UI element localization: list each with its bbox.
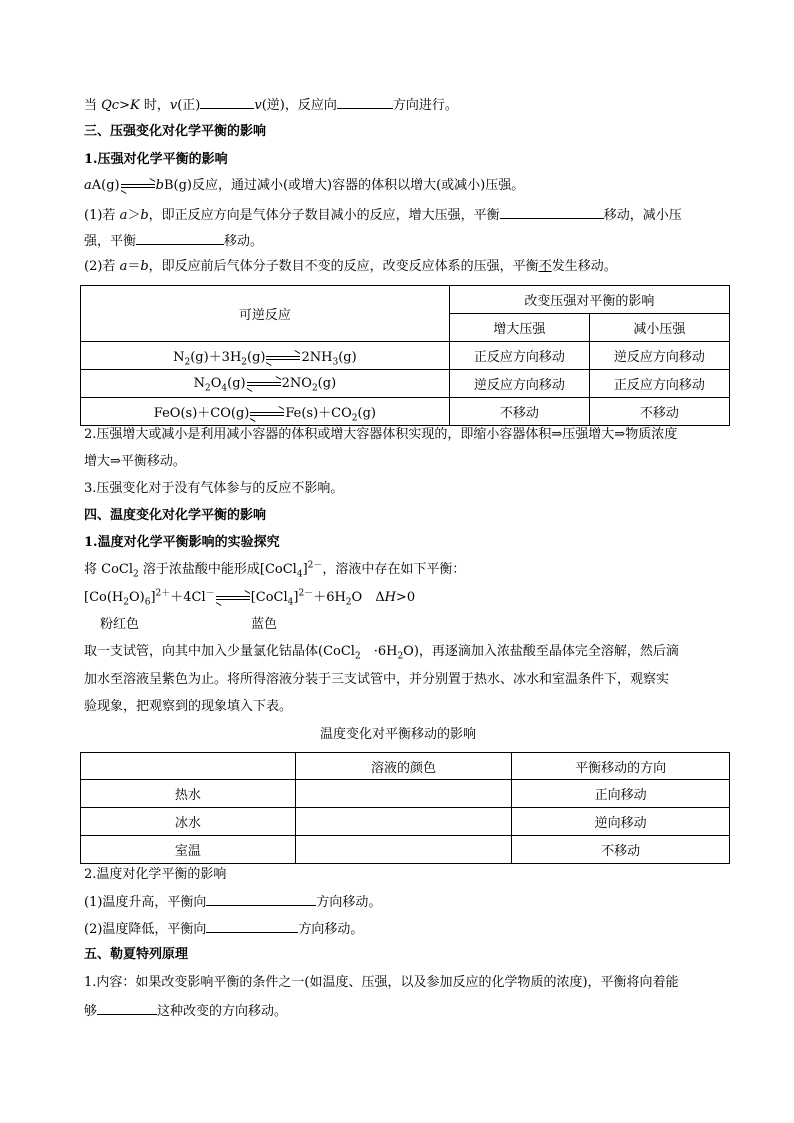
paragraph: (2)若 a＝b，即反应前后气体分子数目不变的反应，改变反应体系的压强，平衡不发生移动。 (84, 259, 617, 274)
table-row (81, 836, 730, 864)
color-label-blue: 蓝色 (251, 617, 278, 632)
table-cell: 正向移动 (512, 780, 730, 808)
note: 2.压强增大或减小是利用减小容器的体积或增大容器体积实现的，即缩小容器体积⇒压强增大⇒物质浓度 (84, 427, 678, 442)
table-cell: 正反应方向移动 (449, 342, 589, 370)
table-cell: 正反应方向移动 (589, 370, 729, 398)
table-cell: 逆向移动 (512, 808, 730, 836)
equilibrium-arrow-icon (121, 182, 155, 190)
table-cell: 逆反应方向移动 (589, 342, 729, 370)
qc-k-line: 当 Qc>K 时，v(正) v(逆)，反应向 方向进行。 (84, 95, 458, 115)
pressure-table (80, 285, 730, 426)
color-input-cell[interactable] (295, 780, 512, 808)
table-header: 可逆反应 (81, 286, 450, 342)
equation-line: aA(g) bB(g)反应，通过减小(或增大)容器的体积以增大(或减小)压强。 (84, 178, 525, 193)
paragraph: (1)若 a＞b，即正反应方向是气体分子数目减小的反应，增大压强，平衡 移动，减小压 (84, 205, 682, 225)
table-row (81, 808, 730, 836)
table-row (81, 398, 730, 426)
note: 增大⇒平衡移动。 (84, 454, 186, 469)
table-cell: 逆反应方向移动 (449, 370, 589, 398)
table-cell: 冰水 (81, 808, 296, 836)
temperature-table (80, 752, 730, 864)
paragraph: 强，平衡 移动。 (84, 231, 263, 251)
blank[interactable] (337, 95, 393, 109)
subtitle: 2.温度对化学平衡的影响 (84, 867, 227, 882)
section-5-title: 五、勒夏特列原理 (84, 947, 189, 962)
blank[interactable] (97, 1001, 157, 1015)
table-row (81, 370, 730, 398)
paragraph: (2)温度降低，平衡向 方向移动。 (84, 919, 363, 939)
paragraph: 验现象，把观察到的现象填入下表。 (84, 699, 293, 714)
note: 3.压强变化对于没有气体参与的反应不影响。 (84, 481, 344, 496)
table-header: 改变压强对平衡的影响 (449, 286, 729, 314)
section-3-title: 三、压强变化对化学平衡的影响 (84, 124, 267, 139)
table-header: 平衡移动的方向 (512, 753, 730, 780)
table-header: 溶液的颜色 (295, 753, 512, 780)
equation-line: $[Co(H_2O)_6]^{2+}+4Cl^-$ $[CoCl_4]^{2-}+6H_2O$ ΔH>0 (84, 588, 416, 608)
section-4-subtitle: 1.温度对化学平衡影响的实验探究 (84, 535, 280, 550)
equilibrium-arrow-icon (266, 354, 300, 362)
table-header: 减小压强 (589, 314, 729, 342)
table-header: 增大压强 (449, 314, 589, 342)
equilibrium-arrow-icon (247, 380, 281, 388)
equilibrium-arrow-icon (216, 594, 250, 602)
table-cell: 不移动 (449, 398, 589, 426)
color-label-pink: 粉红色 (100, 617, 140, 632)
reaction-cell: $N_2(g)+3H_2(g)$ $2NH_3(g)$ (81, 342, 450, 370)
table-cell: 不移动 (512, 836, 730, 864)
table-row (81, 342, 730, 370)
paragraph: (1)温度升高，平衡向 方向移动。 (84, 892, 381, 912)
paragraph: 将 CoCl$_2$ 溶于浓盐酸中能形成[CoCl$_4$]$^{2-}$，溶液中存在如下平衡： (84, 560, 466, 580)
blank[interactable] (206, 919, 298, 933)
blank[interactable] (206, 892, 316, 906)
section-4-title: 四、温度变化对化学平衡的影响 (84, 508, 267, 523)
color-input-cell[interactable] (295, 836, 512, 864)
table-caption: 温度变化对平衡移动的影响 (320, 727, 477, 742)
paragraph: 加水至溶液呈紫色为止。将所得溶液分装于三支试管中，并分别置于热水、冰水和室温条件下，观察实 (84, 672, 670, 687)
blank[interactable] (200, 95, 254, 109)
blank[interactable] (500, 205, 604, 219)
equilibrium-arrow-icon (250, 410, 284, 418)
paragraph: 1.内容：如果改变影响平衡的条件之一(如温度、压强，以及参加反应的化学物质的浓度)，平衡将向着能 (84, 975, 679, 990)
table-cell: 室温 (81, 836, 296, 864)
table-row (81, 780, 730, 808)
table-cell: 热水 (81, 780, 296, 808)
table-header (81, 753, 296, 780)
paragraph: 够 这种改变的方向移动。 (84, 1001, 287, 1021)
table-cell: 不移动 (589, 398, 729, 426)
section-3-subtitle: 1.压强对化学平衡的影响 (84, 152, 228, 167)
blank[interactable] (136, 231, 224, 245)
reaction-cell: $N_2O_4(g)$ $2NO_2(g)$ (81, 370, 450, 398)
reaction-cell: FeO(s)＋CO(g) $Fe(s)+CO_2(g)$ (81, 398, 450, 426)
paragraph: 取一支试管，向其中加入少量氯化钴晶体(CoCl$_2$ $\cdot 6H_2O$)，再逐滴加入浓盐酸至晶体完全溶解，然后滴 (84, 644, 679, 662)
color-input-cell[interactable] (295, 808, 512, 836)
